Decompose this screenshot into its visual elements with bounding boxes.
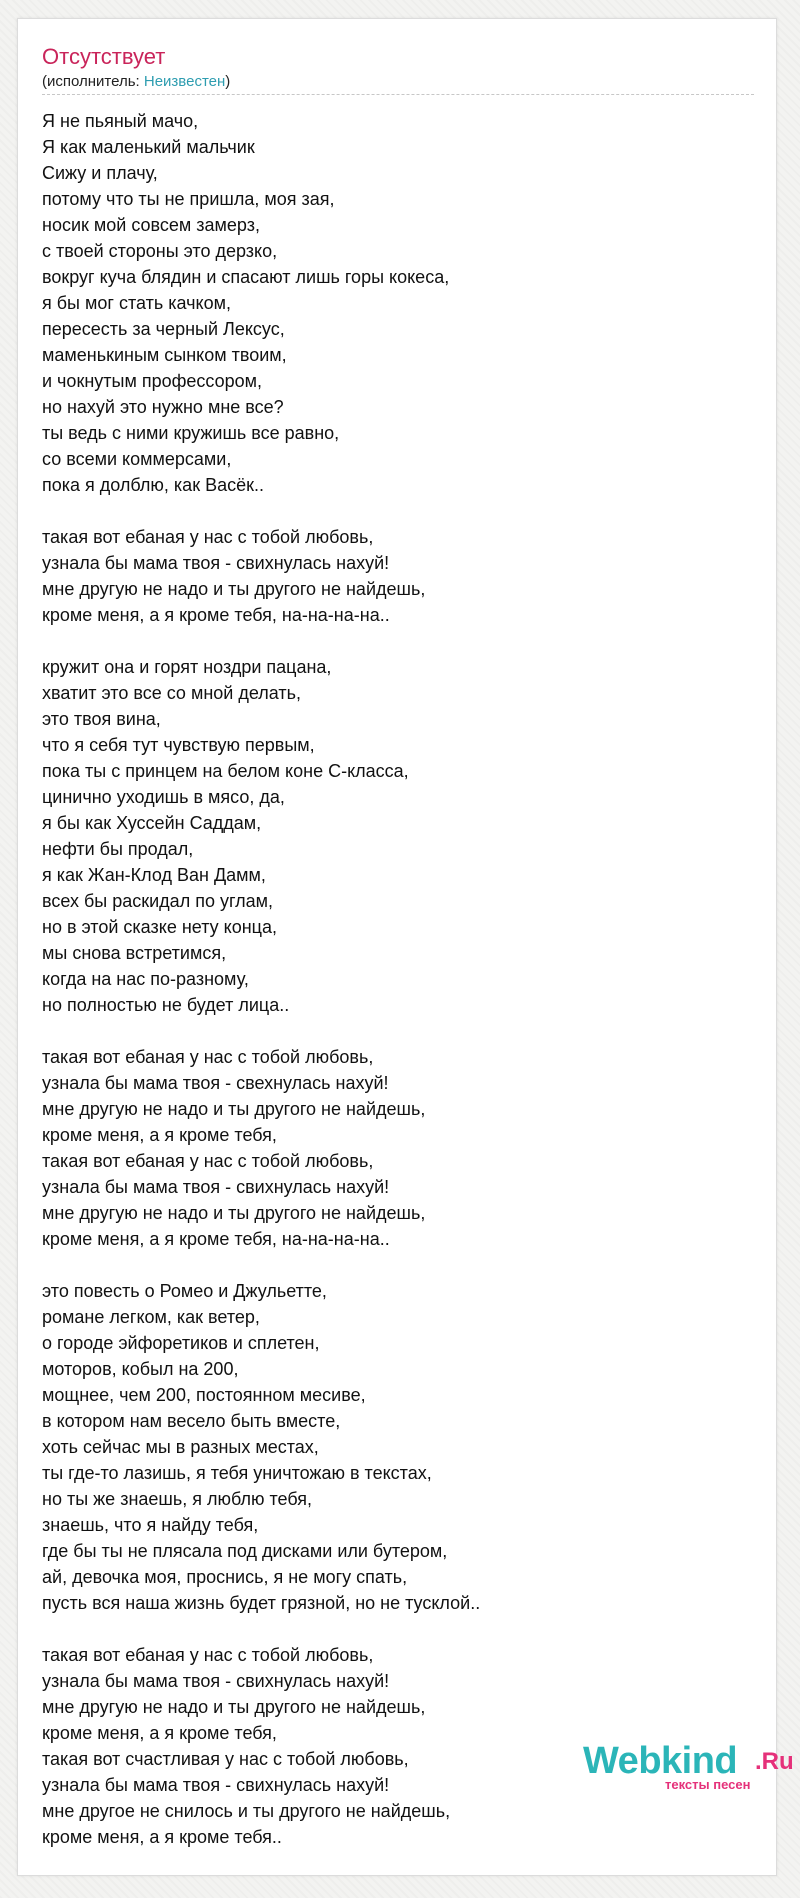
logo-tagline: тексты песен: [665, 1777, 751, 1792]
lyric-line: кружит она и горят ноздри пацана,: [42, 657, 332, 677]
lyric-line: ты ведь с ними кружишь все равно,: [42, 423, 340, 443]
stanza-break: [42, 1252, 754, 1278]
lyric-line: пока я долблю, как Васёк..: [42, 475, 264, 495]
lyric-line: мне другую не надо и ты другого не найдешь,: [42, 579, 426, 599]
lyric-line: маменькиным сынком твоим,: [42, 345, 287, 365]
lyric-line: мощнее, чем 200, постоянном месиве,: [42, 1385, 366, 1405]
lyric-line: но полностью не будет лица..: [42, 995, 290, 1015]
stanza-break: [42, 1616, 754, 1642]
lyric-line: такая вот ебаная у нас с тобой любовь,: [42, 1047, 374, 1067]
lyric-line: всех бы раскидал по углам,: [42, 891, 274, 911]
lyric-line: где бы ты не плясала под дисками или бутером,: [42, 1541, 448, 1561]
lyric-line: узнала бы мама твоя - свехнулась нахуй!: [42, 1073, 389, 1093]
lyric-line: романе легком, как ветер,: [42, 1307, 260, 1327]
lyric-line: такая вот ебаная у нас с тобой любовь,: [42, 527, 374, 547]
stanza-break: [42, 1018, 754, 1044]
artist-link[interactable]: Неизвестен: [143, 73, 226, 90]
lyric-line: мне другую не надо и ты другого не найдешь,: [42, 1099, 426, 1119]
lyric-line: хватит это все со мной делать,: [42, 683, 301, 703]
lyric-line: такая вот ебаная у нас с тобой любовь,: [42, 1645, 374, 1665]
song-title: Отсутствует: [42, 44, 166, 69]
lyric-line: пересесть за черный Лексус,: [42, 319, 285, 339]
logo-wordmark: Webkind: [583, 1740, 738, 1782]
stanza-break: [42, 498, 754, 524]
lyric-line: Я как маленький мальчик: [42, 137, 255, 157]
lyric-line: но нахуй это нужно мне все?: [42, 397, 284, 417]
lyric-line: ты где-то лазишь, я тебя уничтожаю в текстах,: [42, 1463, 432, 1483]
lyric-line: о городе эйфоретиков и сплетен,: [42, 1333, 320, 1353]
lyric-line: потому что ты не пришла, моя зая,: [42, 189, 335, 209]
lyric-line: пусть вся наша жизнь будет грязной, но не тусклой..: [42, 1593, 481, 1613]
lyric-line: мне другую не надо и ты другого не найдешь,: [42, 1697, 426, 1717]
artist-prefix: (исполнитель:: [42, 73, 144, 90]
lyrics-text: [42, 108, 754, 1850]
lyric-line: вокруг куча блядин и спасают лишь горы кокеса,: [42, 267, 450, 287]
lyric-line: в котором нам весело быть вместе,: [42, 1411, 341, 1431]
lyric-line: кроме меня, а я кроме тебя, на-на-на-на..: [42, 1229, 390, 1249]
header-divider: [42, 94, 754, 95]
lyric-line: я бы как Хуссейн Саддам,: [42, 813, 262, 833]
lyrics-card: [17, 18, 794, 1876]
lyric-line: кроме меня, а я кроме тебя,: [42, 1723, 277, 1743]
lyric-line: узнала бы мама твоя - свихнулась нахуй!: [42, 1671, 390, 1691]
lyric-line: это твоя вина,: [42, 709, 161, 729]
lyric-line: и чокнутым профессором,: [42, 371, 263, 391]
artist-suffix: ): [225, 73, 231, 90]
lyric-line: такая вот счастливая у нас с тобой любовь,: [42, 1749, 409, 1769]
lyric-line: но ты же знаешь, я люблю тебя,: [42, 1489, 312, 1509]
lyric-line: но в этой сказке нету конца,: [42, 917, 277, 937]
lyric-line: со всеми коммерсами,: [42, 449, 232, 469]
lyric-line: мне другое не снилось и ты другого не найдешь,: [42, 1801, 451, 1821]
lyric-line: с твоей стороны это дерзко,: [42, 241, 278, 261]
artist-line: [42, 73, 230, 91]
lyric-line: Сижу и плачу,: [42, 163, 158, 183]
lyric-line: я как Жан-Клод Ван Дамм,: [42, 865, 266, 885]
lyric-line: когда на нас по-разному,: [42, 969, 249, 989]
lyric-line: мы снова встретимся,: [42, 943, 227, 963]
lyric-line: что я себя тут чувствую первым,: [42, 735, 315, 755]
lyric-line: кроме меня, а я кроме тебя, на-на-на-на..: [42, 605, 390, 625]
lyric-line: Я не пьяный мачо,: [42, 111, 199, 131]
lyric-line: хоть сейчас мы в разных местах,: [42, 1437, 319, 1457]
lyric-line: пока ты с принцем на белом коне С-класса,: [42, 761, 409, 781]
lyric-line: узнала бы мама твоя - свихнулась нахуй!: [42, 553, 390, 573]
lyric-line: такая вот ебаная у нас с тобой любовь,: [42, 1151, 374, 1171]
lyric-line: носик мой совсем замерз,: [42, 215, 260, 235]
stanza-break: [42, 628, 754, 654]
lyric-line: кроме меня, а я кроме тебя,: [42, 1125, 277, 1145]
lyric-line: знаешь, что я найду тебя,: [42, 1515, 259, 1535]
lyric-line: узнала бы мама твоя - свихнулась нахуй!: [42, 1775, 390, 1795]
lyric-line: нефти бы продал,: [42, 839, 194, 859]
lyric-line: мне другую не надо и ты другого не найдешь,: [42, 1203, 426, 1223]
lyric-line: моторов, кобыл на 200,: [42, 1359, 239, 1379]
lyric-line: кроме меня, а я кроме тебя..: [42, 1827, 282, 1847]
site-logo[interactable]: [583, 1739, 794, 1803]
lyric-line: это повесть о Ромео и Джульетте,: [42, 1281, 327, 1301]
lyric-line: узнала бы мама твоя - свихнулась нахуй!: [42, 1177, 390, 1197]
logo-domain: .Ru: [755, 1748, 794, 1775]
lyric-line: ай, девочка моя, проснись, я не могу спать,: [42, 1567, 408, 1587]
lyric-line: я бы мог стать качком,: [42, 293, 231, 313]
lyric-line: цинично уходишь в мясо, да,: [42, 787, 285, 807]
